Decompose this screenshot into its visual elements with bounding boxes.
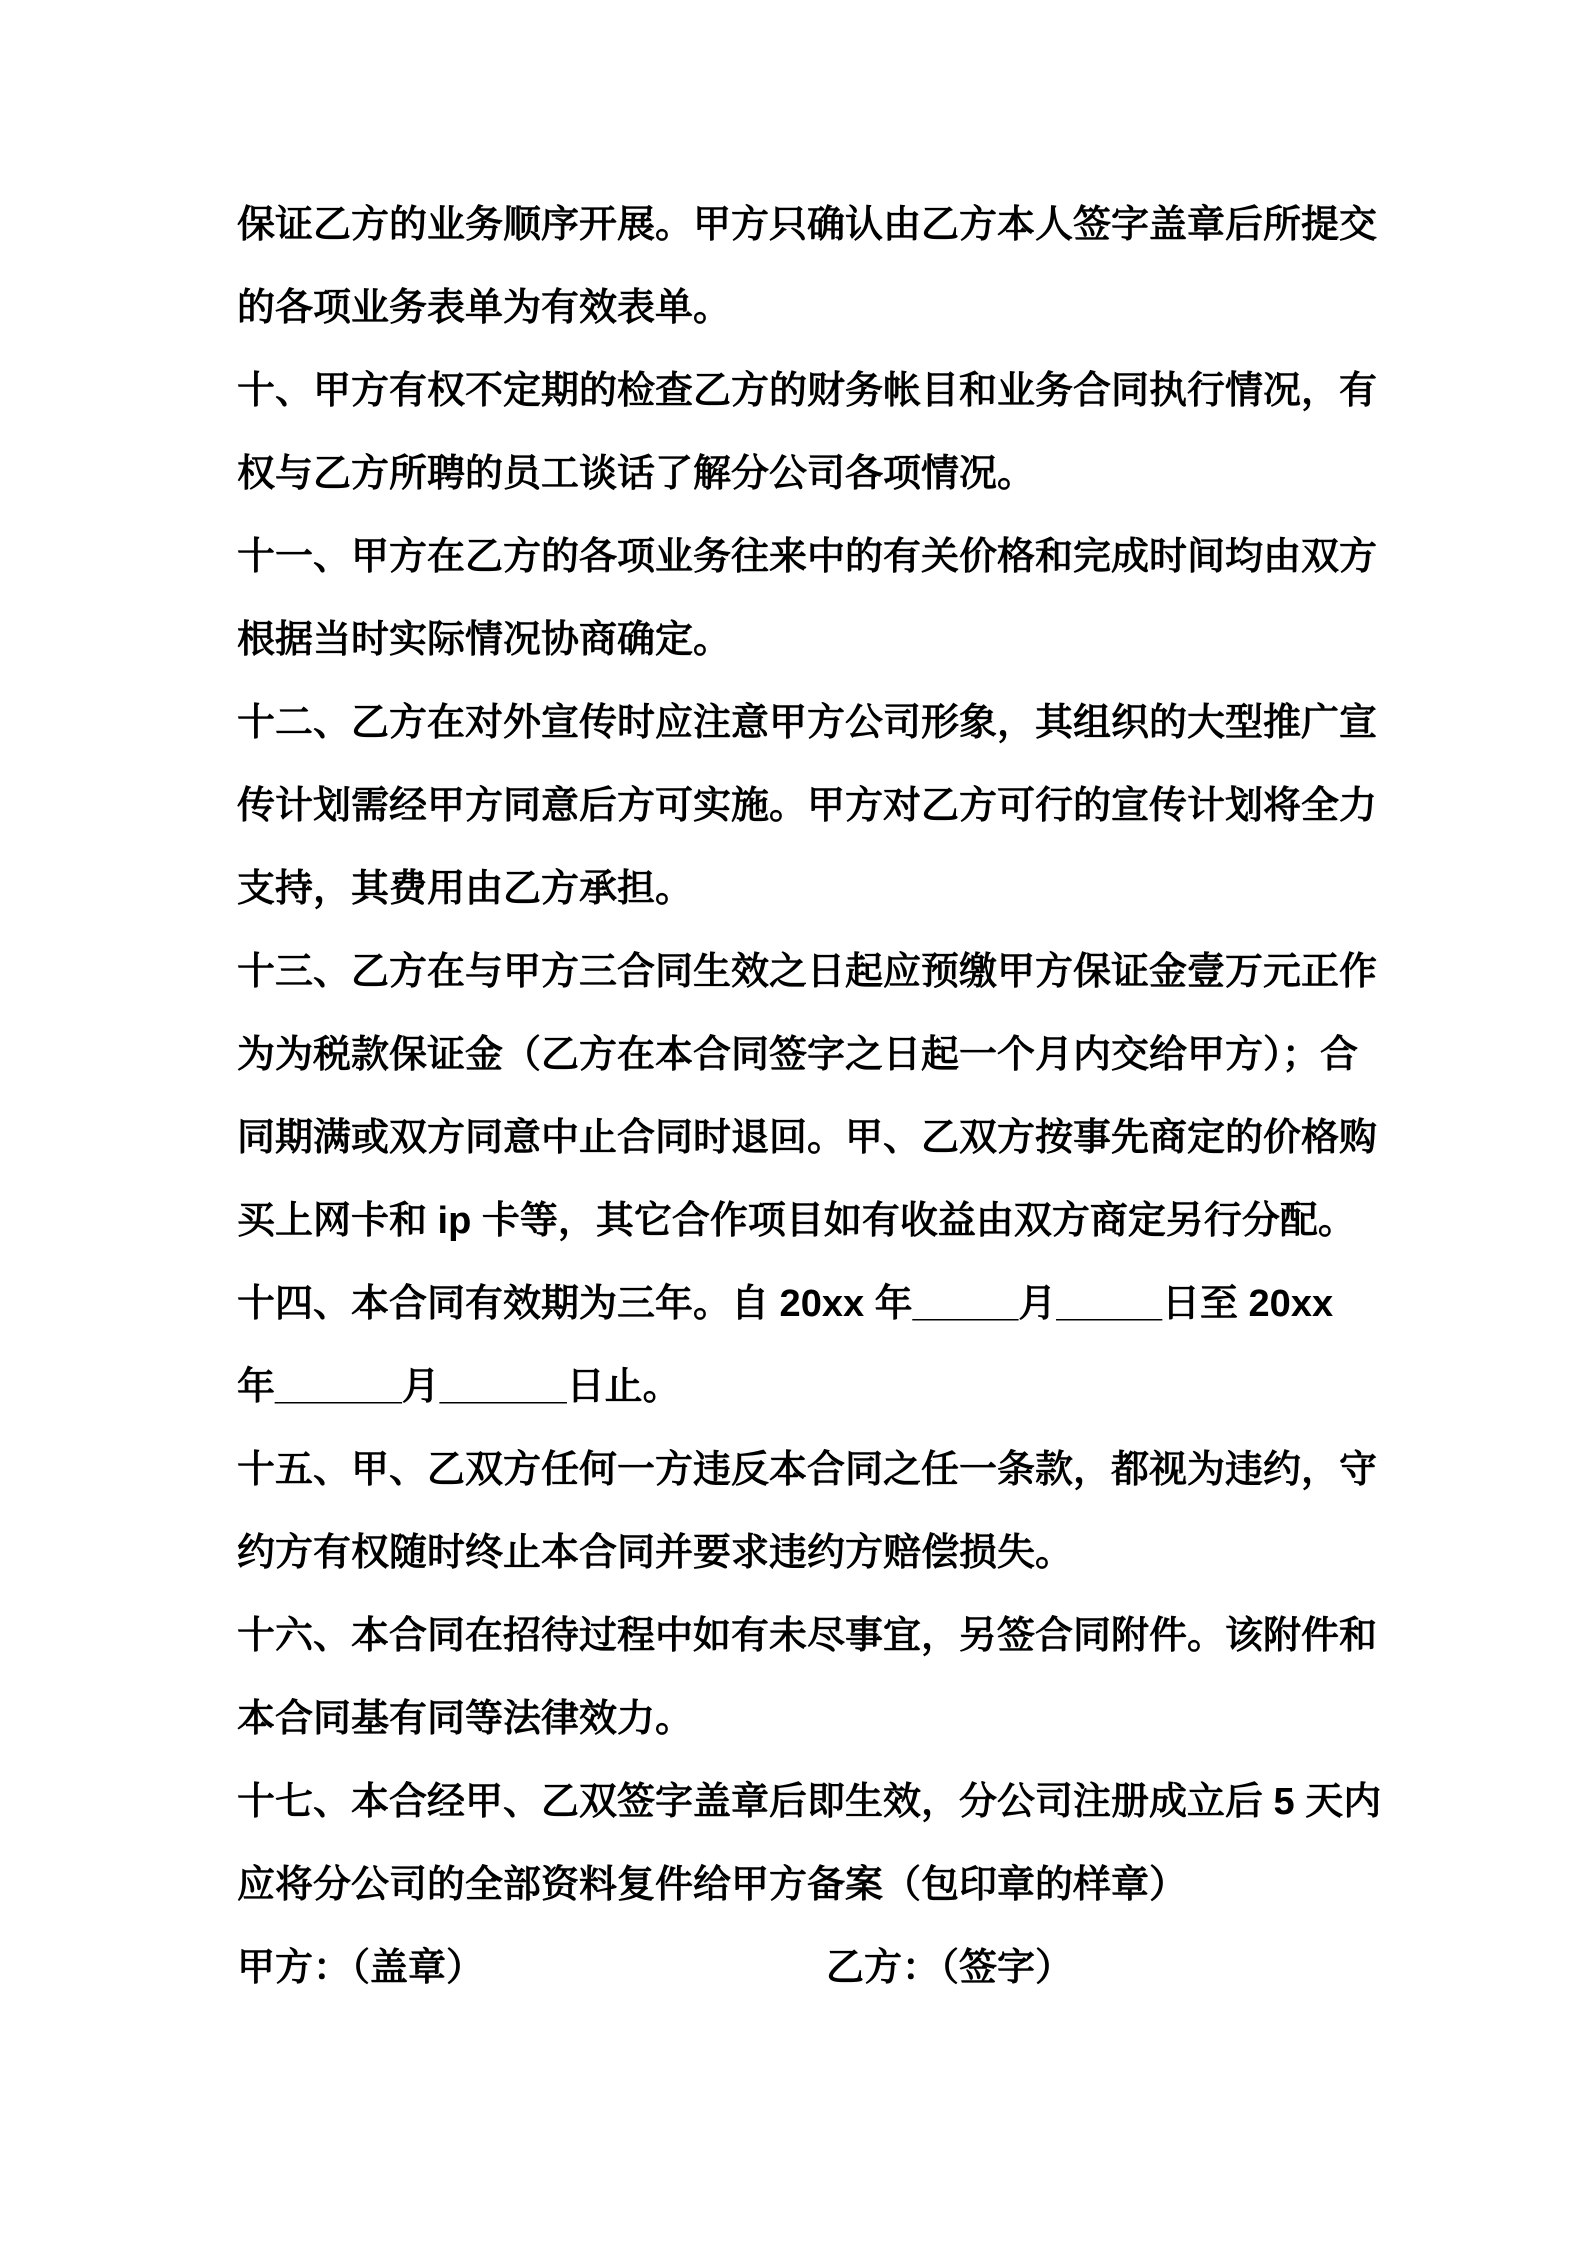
document-line: 约方有权随时终止本合同并要求违约方赔偿损失。 — [237, 1532, 1074, 1574]
document-line: 权与乙方所聘的员工谈话了解分公司各项情况。 — [237, 453, 1036, 495]
document-line: 同期满或双方同意中止合同时退回。甲、乙双方按事先商定的价格购 — [237, 1117, 1378, 1159]
document-line: 买上网卡和 ip 卡等，其它合作项目如有收益由双方商定另行分配。 — [237, 1200, 1356, 1242]
document-line: 保证乙方的业务顺序开展。甲方只确认由乙方本人签字盖章后所提交 — [237, 204, 1378, 246]
document-line: 年______月______日止。 — [237, 1366, 681, 1408]
document-line-clause-13: 十三、乙方在与甲方三合同生效之日起应预缴甲方保证金壹万元正作 — [237, 951, 1378, 993]
document-line-clause-15: 十五、甲、乙双方任何一方违反本合同之任一条款，都视为违约，守 — [237, 1449, 1378, 1491]
contract-text-block — [237, 184, 1382, 2010]
document-line-clause-14: 十四、本合同有效期为三年。自 20xx 年_____月_____日至 20xx — [237, 1283, 1334, 1325]
party-a-seal-label: 甲方：（盖章） — [237, 1947, 485, 1989]
document-line: 为为税款保证金（乙方在本合同签字之日起一个月内交给甲方）；合 — [237, 1034, 1359, 1076]
signature-line — [237, 1927, 1349, 2010]
document-line-clause-17: 十七、本合经甲、乙双签字盖章后即生效，分公司注册成立后 5 天内 — [237, 1781, 1382, 1823]
document-line: 本合同基有同等法律效力。 — [237, 1698, 694, 1740]
document-line: 传计划需经甲方同意后方可实施。甲方对乙方可行的宣传计划将全力 — [237, 785, 1378, 827]
document-line-clause-10: 十、甲方有权不定期的检查乙方的财务帐目和业务合同执行情况，有 — [237, 370, 1378, 412]
document-line: 根据当时实际情况协商确定。 — [237, 619, 732, 661]
document-line: 支持，其费用由乙方承担。 — [237, 868, 694, 910]
document-line: 的各项业务表单为有效表单。 — [237, 287, 732, 329]
document-line-clause-11: 十一、甲方在乙方的各项业务往来中的有关价格和完成时间均由双方 — [237, 536, 1378, 578]
document-line-clause-12: 十二、乙方在对外宣传时应注意甲方公司形象，其组织的大型推广宣 — [237, 702, 1378, 744]
document-line: 应将分公司的全部资料复件给甲方备案（包印章的样章） — [237, 1864, 1188, 1906]
party-b-sign-label: 乙方：（签字） — [826, 1947, 1074, 1989]
document-line-clause-16: 十六、本合同在招待过程中如有未尽事宜，另签合同附件。该附件和 — [237, 1615, 1378, 1657]
